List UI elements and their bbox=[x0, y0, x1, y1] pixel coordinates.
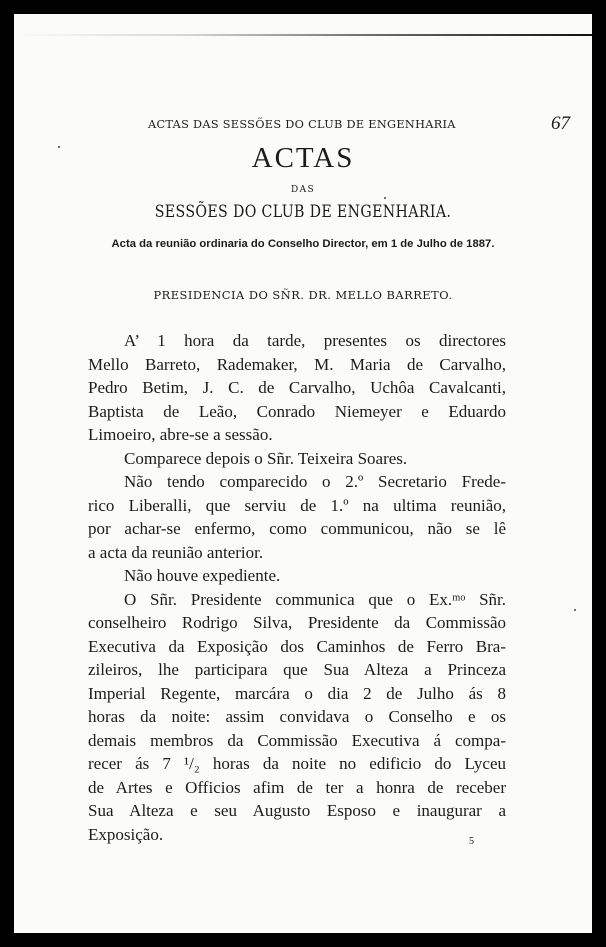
presidency-line: PRESIDENCIA DO SÑR. DR. MELLO BARRETO. bbox=[153, 288, 453, 302]
paper-speck bbox=[384, 197, 386, 199]
body-line: Limoeiro, abre-se a sessão. bbox=[88, 425, 273, 444]
paper-speck bbox=[574, 609, 576, 611]
body-line: A’ 1 hora da tarde, presentes os directores bbox=[124, 331, 506, 350]
body-line: de Artes e Officios afim de ter a honra de receber bbox=[88, 777, 506, 797]
body-line: horas da noite: assim convidava o Conselho e os bbox=[88, 707, 506, 726]
body-line: zileiros, lhe participara que Sua Alteza a Princeza bbox=[88, 660, 506, 679]
body-line: Sua Alteza e seu Augusto Esposo e inaugurar a bbox=[88, 801, 506, 820]
body-line: Pedro Betim, J. C. de Carvalho, Uchôa Cavalcanti, bbox=[88, 378, 506, 397]
body-line: Não tendo comparecido o 2.º Secretario Frede- bbox=[124, 472, 506, 491]
signature-mark: 5 bbox=[469, 836, 474, 847]
body-line: a acta da reunião anterior. bbox=[88, 542, 264, 562]
document-page bbox=[14, 14, 592, 933]
body-line: demais membros da Commissão Executiva á compa- bbox=[88, 730, 506, 750]
body-line: Baptista de Leão, Conrado Niemeyer e Eduardo bbox=[88, 401, 506, 421]
top-edge-rule bbox=[14, 34, 592, 36]
body-line: Exposição. bbox=[88, 824, 164, 844]
body-text bbox=[88, 329, 506, 846]
body-line: por achar-se enfermo, como communicou, não se lê bbox=[88, 519, 506, 538]
body-line: O Sñr. Presidente communica que o Ex.ᵐᵒ Sñr. bbox=[124, 589, 506, 609]
body-line: rico Liberalli, que serviu de 1.º na ultima reunião, bbox=[88, 495, 506, 515]
session-intro: Acta da reunião ordinaria do Conselho Director, em 1 de Julho de 1887. bbox=[111, 238, 495, 250]
running-head bbox=[100, 115, 576, 135]
paper-speck bbox=[58, 146, 60, 148]
body-line: Não houve expediente. bbox=[124, 566, 281, 585]
body-line: recer ás 7 ¹/₂ horas da noite no edificio do Lyceu bbox=[88, 754, 506, 773]
body-line: Comparece depois o Sñr. Teixeira Soares. bbox=[124, 448, 408, 468]
title-connector: DAS bbox=[290, 185, 316, 195]
body-line: conselheiro Rodrigo Silva, Presidente da Commissão bbox=[88, 613, 506, 632]
running-head-title: ACTAS DAS SESSÕES DO CLUB DE ENGENHARIA bbox=[148, 118, 456, 131]
page-number: 67 bbox=[551, 113, 570, 134]
body-line: Imperial Regente, marcára o dia 2 de Julho ás 8 bbox=[88, 683, 506, 703]
body-line: Executiva da Exposição dos Caminhos de Ferro Bra- bbox=[88, 636, 506, 656]
body-line: Mello Barreto, Rademaker, M. Maria de Carvalho, bbox=[88, 354, 506, 374]
document-title: ACTAS bbox=[251, 142, 355, 174]
document-subtitle: SESSÕES DO CLUB DE ENGENHARIA. bbox=[154, 202, 452, 221]
